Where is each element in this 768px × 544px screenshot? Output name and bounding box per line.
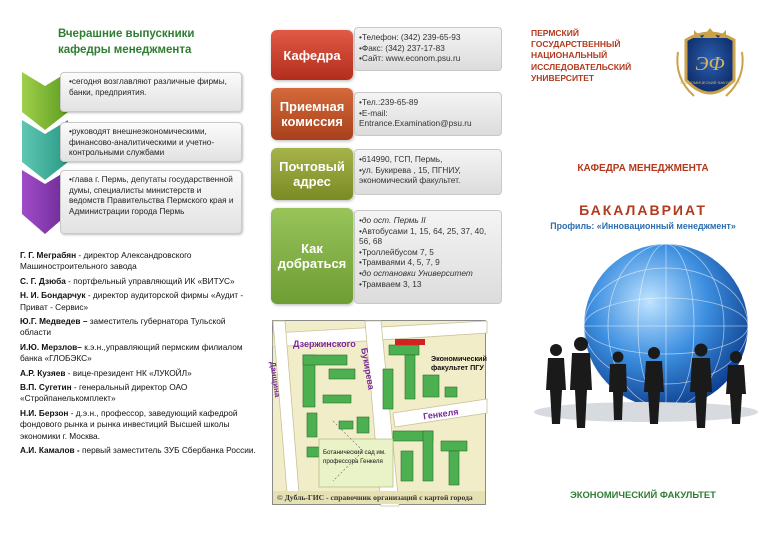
- graduate-item: С. Г. Дзюба - портфельный управляющий ИК «ВИТУС»: [20, 275, 235, 286]
- address-line: •614990, ГСП, Пермь,: [359, 154, 443, 164]
- point-box-3: •глава г. Пермь, депутаты государственной думы, специалисты министерств и ведомств Правительства Пермского края и Администрации города Пермь: [60, 170, 242, 234]
- graduate-item: А.И. Камалов - первый заместитель ЗУБ Сбербанка России.: [20, 445, 256, 456]
- graduates-list: [20, 250, 256, 460]
- garden-label: Ботанический сад им. профессора Генкеля: [323, 449, 386, 465]
- faculty-marker-label: Экономический факультет ПГУ: [431, 354, 487, 372]
- admission-info: [354, 92, 502, 136]
- graduate-item: Н. И. Бондарчук - директор аудиторской фирмы «Аудит - Приват - Сервис»: [20, 290, 244, 312]
- point-box-2: •руководят внешнеэкономическими, финансово-аналитическими и учетно-контрольными службами: [60, 122, 242, 162]
- faculty-footer: ЭКОНОМИЧЕСКИЙ ФАКУЛЬТЕТ: [570, 489, 716, 500]
- address-label: Почтовый адрес: [271, 148, 353, 200]
- address-info: [354, 149, 502, 195]
- street-dzerzhinsky-label: Дзержинского: [293, 339, 356, 349]
- kafedra-label: Кафедра: [271, 30, 353, 80]
- graduate-item: Ю.Г. Медведев – заместитель губернатора Тульской области: [20, 316, 226, 338]
- admission-email-label: •E-mail:: [359, 107, 388, 118]
- route-label: Как добраться: [271, 208, 353, 304]
- graduate-item: А.Р. Кузяев - вице-президент НК «ЛУКОЙЛ»: [20, 367, 192, 378]
- graduate-item: Н.И. Берзон - д.э.н., профессор, заведующий кафедрой фондового рынка и рынка инвестиций Высшей школы экономики г. Москва.: [20, 407, 238, 441]
- graduate-item: И.Ю. Мерзлов– к.э.н.,управляющий пермским филиалом банка «ГЛОБЭКС»: [20, 341, 243, 364]
- emblem-text: ЭКОНОМИЧЕСКИЙ ФАКУЛЬТЕТ: [679, 80, 741, 85]
- degree-title: БАКАЛАВРИАТ: [579, 202, 707, 218]
- admission-email-link[interactable]: Entrance.Examination@psu.ru: [359, 118, 472, 129]
- faculty-emblem-icon: [672, 22, 748, 110]
- route-line: •Троллейбусом 7, 5: [359, 246, 434, 257]
- route-line: •до ост. Пермь II: [359, 215, 426, 225]
- admission-label: Приемная комиссия: [271, 88, 353, 140]
- graduate-item: Г. Г. Меграбян - директор Александровского Машиностроительного завода: [20, 250, 192, 272]
- graduate-item: В.П. Сугетин - генеральный директор ОАО «Стройпанелькомплект»: [20, 382, 188, 404]
- kafedra-fax: •Факс: (342) 237-17-83: [359, 42, 445, 53]
- street-dantsiga-label: Данщина: [268, 361, 283, 398]
- graduates-title: Вчерашние выпускники кафедры менеджмента: [58, 28, 195, 56]
- emblem-letters: ЭФ: [695, 53, 725, 75]
- globe-business-people-image: [528, 240, 764, 454]
- route-line: •Трамваем 3, 13: [359, 278, 422, 289]
- map-credit: © Дубль-ГИС - справочник организаций с картой города: [273, 491, 485, 504]
- kafedra-info: [354, 27, 502, 71]
- point-box-1: •сегодня возглавляют различные фирмы, банки, предприятия.: [60, 72, 242, 112]
- department-title: КАФЕДРА МЕНЕДЖМЕНТА: [577, 163, 709, 174]
- route-line: •Трамваями 4, 5, 7, 9: [359, 257, 440, 268]
- admission-phone: •Тел.:239-65-89: [359, 97, 419, 107]
- street-bukireva-label: Букирева: [359, 347, 377, 391]
- address-line: •ул. Букирева , 15, ПГНИУ, экономический факультет.: [359, 164, 461, 186]
- location-map[interactable]: [268, 320, 487, 505]
- kafedra-site-link[interactable]: •Сайт: www.econom.psu.ru: [359, 53, 461, 64]
- street-genkelya-label: Генкеля: [422, 406, 460, 422]
- route-info: [354, 210, 502, 304]
- route-line: •до остановки Университет: [359, 267, 473, 278]
- route-line: •Автобусами 1, 15, 64, 25, 37, 40, 56, 68: [359, 225, 487, 247]
- kafedra-phone: •Телефон: (342) 239-65-93: [359, 32, 461, 42]
- profile-subtitle: Профиль: «Инновационный менеджмент»: [550, 221, 736, 231]
- university-name: ПЕРМСКИЙ ГОСУДАРСТВЕННЫЙ НАЦИОНАЛЬНЫЙ ИССЛЕДОВАТЕЛЬСКИЙ УНИВЕРСИТЕТ: [531, 28, 632, 83]
